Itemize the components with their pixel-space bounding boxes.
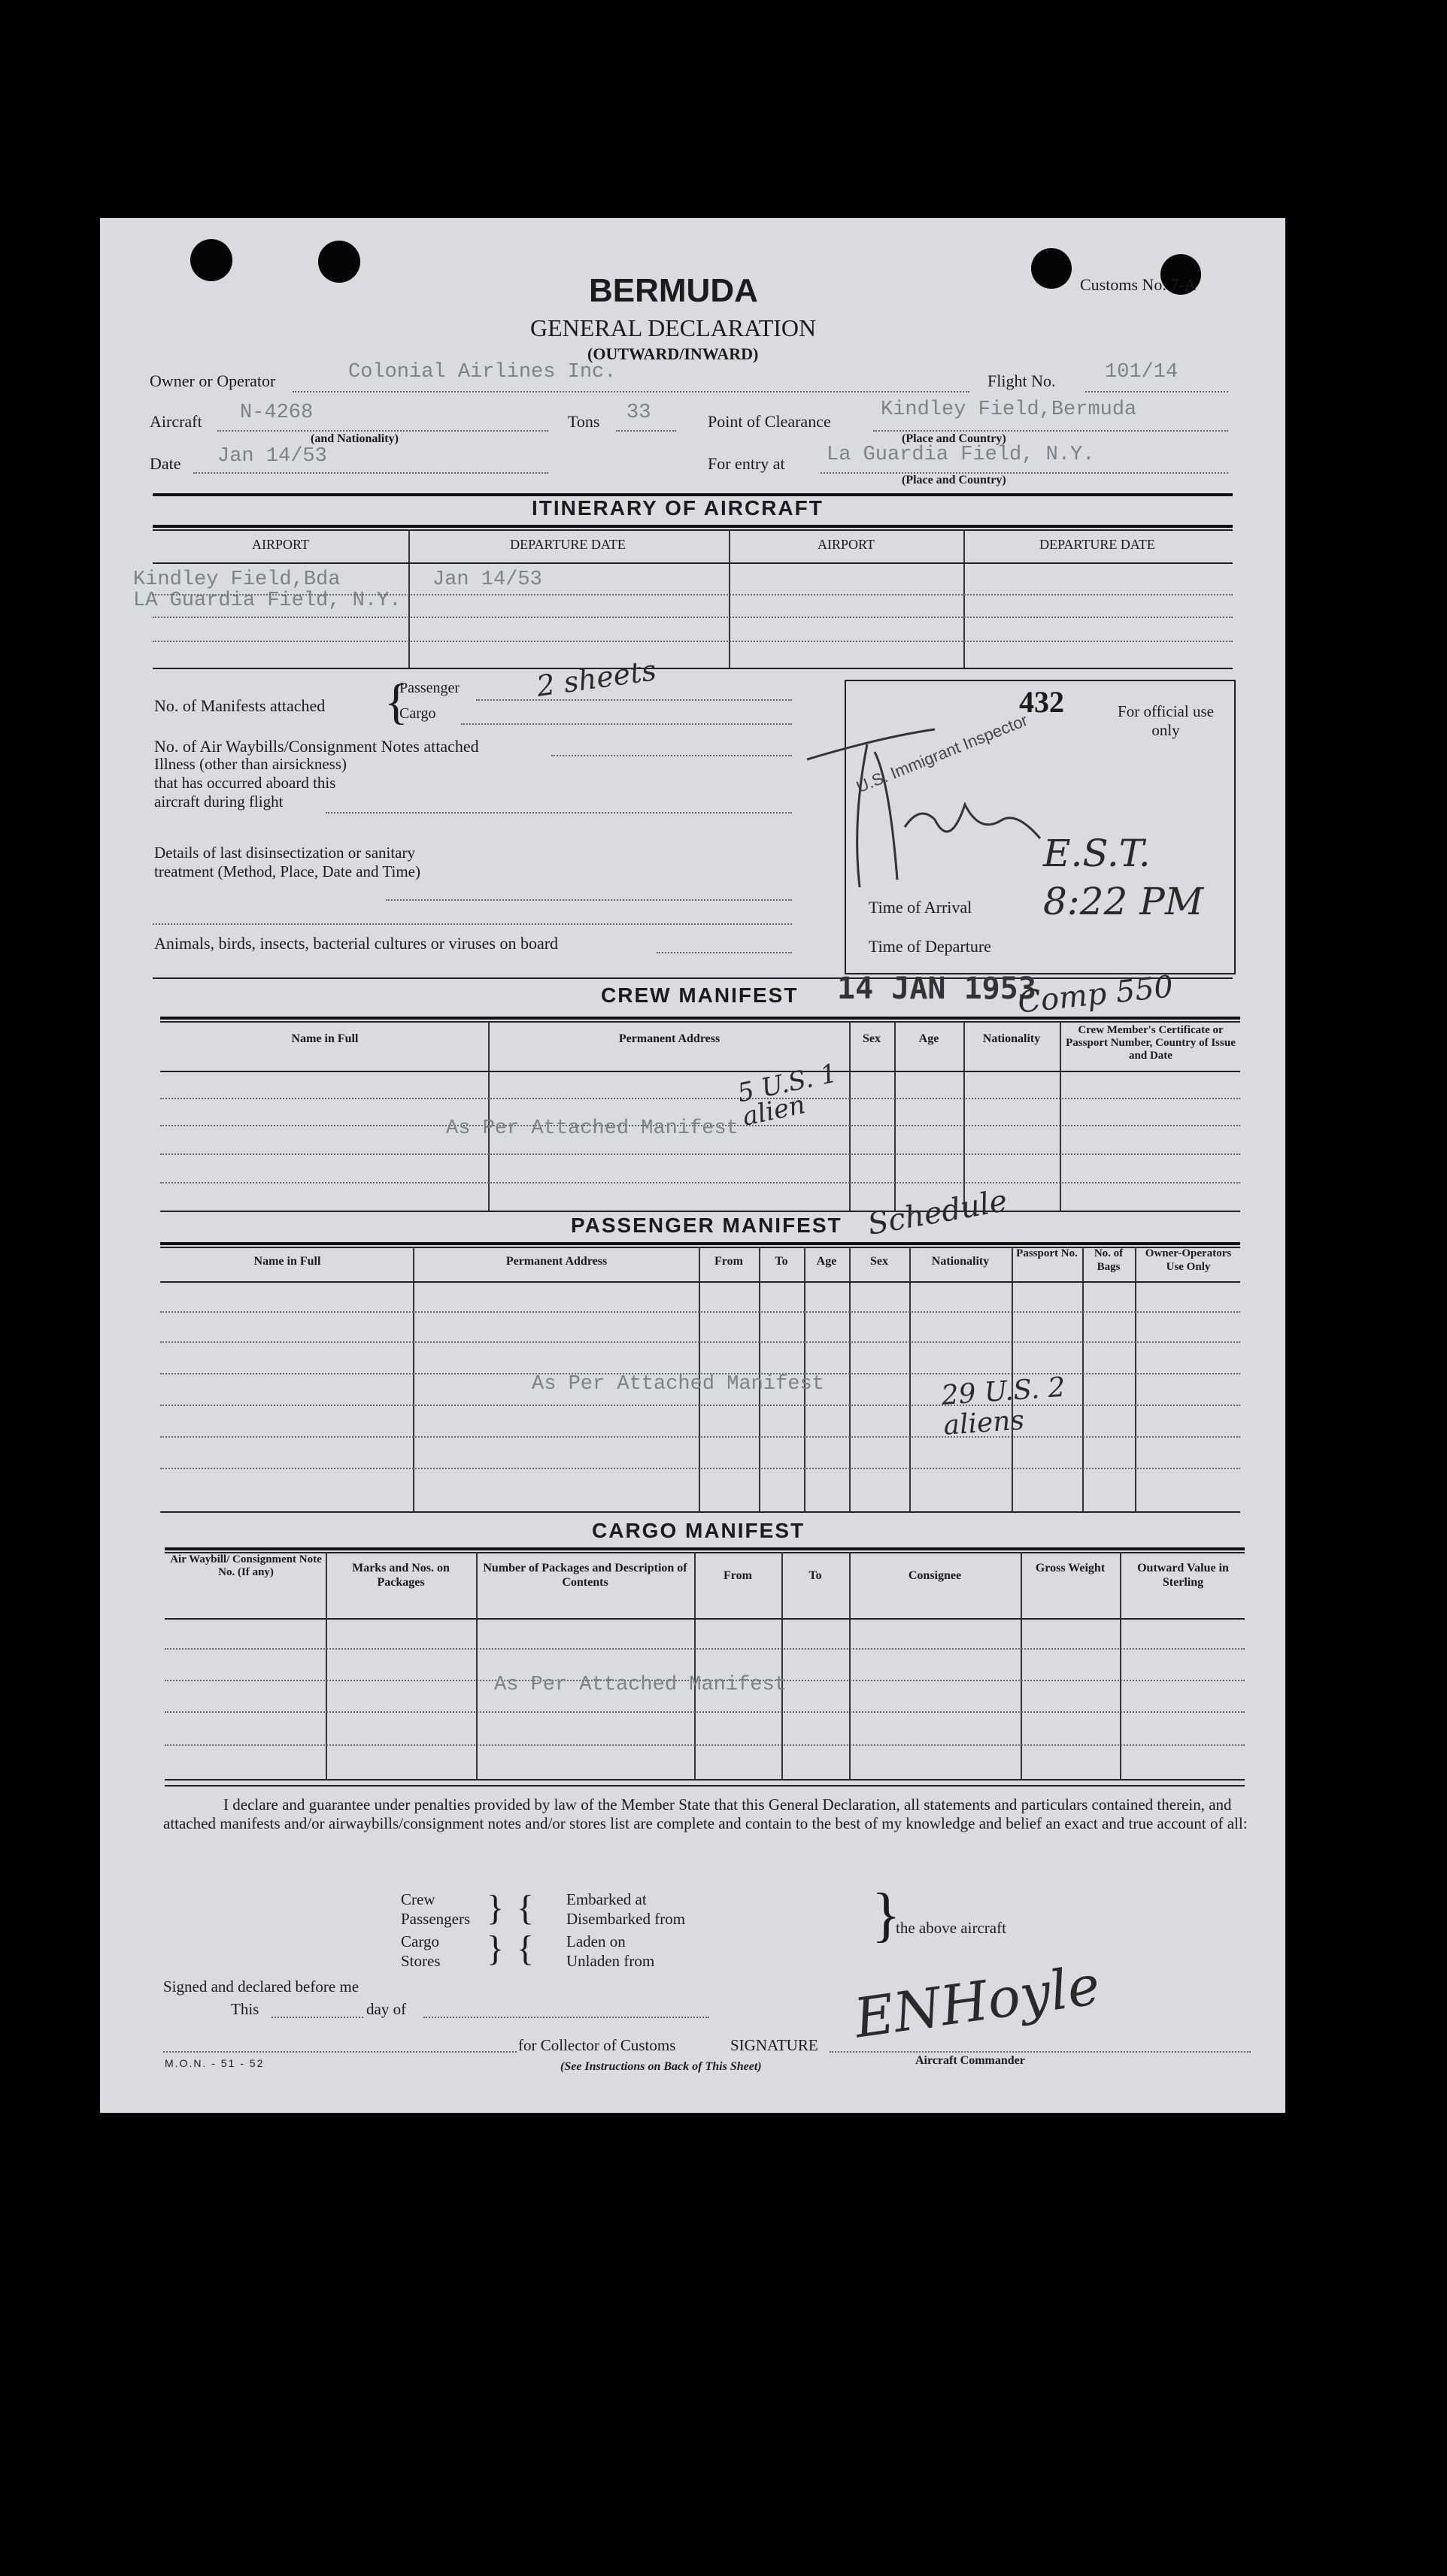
cargo-header-weight: Gross Weight [1035,1562,1106,1574]
rule [160,1017,1240,1020]
form-title: BERMUDA [589,272,758,309]
collector-line [163,2051,517,2053]
aircraft-line [217,430,548,432]
passenger-header-sex: Sex [870,1255,888,1268]
this-label: This [231,2000,259,2018]
info-line [153,923,792,925]
punch-hole [1031,248,1072,289]
passenger-note: As Per Attached Manifest [532,1373,824,1396]
row-rule [160,1468,1240,1469]
crew-header-age: Age [918,1032,939,1045]
rule [153,977,1233,979]
crew-note: As Per Attached Manifest [446,1117,739,1140]
passenger-header-passport: Passport No. [1016,1247,1078,1259]
rule [160,1211,1240,1212]
rule [153,668,1233,669]
day-line [272,2017,363,2018]
row-rule [165,1648,1245,1650]
row-rule [160,1341,1240,1343]
entry-value: La Guardia Field, N.Y. [827,444,1095,466]
instructions-note: (See Instructions on Back of This Sheet) [560,2060,762,2073]
owner-line [293,391,969,392]
flight-label: Flight No. [987,371,1056,390]
rule [153,562,1233,564]
official-use-label: For official use only [1118,702,1214,739]
entry-line [821,472,1228,474]
signature-line [830,2051,1251,2053]
tons-label: Tons [568,412,600,431]
declaration-laden: Laden on [566,1932,626,1950]
passenger-header-name: Name in Full [253,1255,321,1268]
clearance-line [873,430,1228,432]
col-rule [729,529,730,668]
col-rule [413,1247,414,1511]
manifests-handwritten: 2 sheets [534,653,659,703]
info-line [461,723,792,725]
row-rule [160,1098,1240,1099]
place-country-1: (Place and Country) [902,432,1006,445]
clearance-value: Kindley Field,Bermuda [881,399,1137,421]
commander-label: Aircraft Commander [915,2054,1025,2067]
passenger-title: PASSENGER MANIFEST [571,1214,842,1237]
entry-label: For entry at [708,454,785,473]
departure-label: Time of Departure [869,937,991,956]
crew-title: CREW MANIFEST [601,983,799,1007]
row-rule [165,1744,1245,1746]
brace: } [872,1882,901,1948]
cargo-note: As Per Attached Manifest [494,1674,787,1696]
row-rule [160,1436,1240,1438]
declaration-stores: Stores [401,1952,441,1970]
passenger-header-owner-use: Owner-Operators Use Only [1145,1247,1232,1273]
row-rule [165,1711,1245,1713]
itinerary-title: ITINERARY OF AIRCRAFT [532,496,824,520]
itinerary-header-departure-2: DEPARTURE DATE [1039,537,1155,552]
arrival-label: Time of Arrival [869,898,972,917]
month-line [423,2017,709,2018]
clearance-label: Point of Clearance [708,412,831,431]
rule [160,1511,1240,1513]
cargo-header-value: Outward Value in Sterling [1137,1562,1229,1589]
rule [160,1071,1240,1072]
declaration-cargo: Cargo [401,1932,439,1950]
punch-hole [318,241,360,283]
rule [165,1785,1245,1787]
crew-stamp-date: 14 JAN 1953 [837,971,1036,1006]
declaration-unladen: Unladen from [566,1952,655,1970]
inspector-stamp: U.S. Immigrant Inspector [854,710,1030,797]
day-of-label: day of [366,2000,407,2018]
passenger-handwritten-header: Schedule [865,1183,1010,1242]
form-direction: (OUTWARD/INWARD) [587,344,759,363]
passenger-header-nationality: Nationality [931,1255,990,1268]
aircraft-value: N-4268 [240,402,314,424]
signature-label: SIGNATURE [730,2036,818,2054]
rule [153,529,1233,531]
itinerary-header-departure-1: DEPARTURE DATE [510,537,626,552]
crew-header-sex: Sex [863,1032,881,1045]
passenger-handwritten-count: 29 U.S. 2 aliens [940,1371,1066,1441]
rule [165,1779,1245,1780]
date-value: Jan 14/53 [217,445,327,468]
passenger-label: Passenger [399,680,460,696]
cargo-header-to: To [808,1569,822,1582]
row-rule [153,641,1233,642]
signature-scribble [777,707,1168,947]
waybills-label: No. of Air Waybills/Consignment Notes attached [154,737,479,756]
owner-value: Colonial Airlines Inc. [348,361,617,383]
rule [160,1021,1240,1023]
row-rule [153,617,1233,618]
punch-hole [190,239,232,281]
date-label: Date [150,454,181,473]
rule [160,1281,1240,1283]
form-number: Customs No. 7-A [1080,275,1197,294]
declaration-above-aircraft: the above aircraft [896,1919,1006,1937]
col-rule [1135,1247,1136,1511]
time-zone: E.S.T. [1043,832,1151,875]
row-rule [160,1182,1240,1183]
col-rule [963,529,965,668]
cargo-header-consignee: Consignee [908,1569,962,1582]
form-code: M.O.N. - 51 - 52 [165,2057,265,2069]
cargo-header-packages: Number of Packages and Description of Contents [483,1562,687,1589]
brace: } [487,1929,505,1968]
manifests-label: No. of Manifests attached [154,696,326,715]
date-line [193,472,548,474]
cargo-title: CARGO MANIFEST [592,1519,805,1542]
rule [165,1547,1245,1550]
col-rule [408,529,410,668]
itinerary-airport-2: LA Guardia Field, N.Y. [133,589,402,612]
itinerary-header-airport-1: AIRPORT [252,537,309,552]
animals-label: Animals, birds, insects, bacterial cultures or viruses on board [154,934,559,953]
row-rule [153,594,1233,596]
info-line [386,899,792,901]
crew-header-nationality: Nationality [982,1032,1041,1045]
passenger-header-bags: No. of Bags [1094,1247,1124,1273]
declaration-passengers: Passengers [401,1910,471,1928]
brace: { [517,1888,535,1928]
cargo-label: Cargo [399,705,436,722]
crew-header-certificate: Crew Member's Certificate or Passport Number, Country of Issue and Date [1066,1024,1236,1062]
aircraft-note: (and Nationality) [311,432,399,445]
cargo-header-waybill: Air Waybill/ Consignment Note No. (If any) [170,1553,322,1578]
cargo-header-marks: Marks and Nos. on Packages [352,1562,450,1589]
rule [160,1242,1240,1245]
passenger-header-age: Age [816,1255,837,1268]
declaration-disembarked: Disembarked from [566,1910,686,1928]
declaration-sheet [100,218,1285,2113]
illness-label: Illness (other than airsickness) that has occurred aboard this aircraft during flight [154,755,347,811]
itinerary-departure-1: Jan 14/53 [432,568,542,591]
crew-handwritten-note: Comp 550 [1016,969,1175,1020]
info-line [657,952,792,953]
flight-value: 101/14 [1105,361,1179,383]
itinerary-header-airport-2: AIRPORT [818,537,875,552]
row-rule [160,1311,1240,1313]
passenger-header-to: To [775,1255,788,1268]
passenger-header-from: From [714,1255,743,1268]
crew-header-address: Permanent Address [618,1032,720,1045]
rule [165,1618,1245,1620]
official-number: 432 [1019,685,1064,719]
commander-signature: ENHoyle [850,1953,1104,2050]
declaration-text: I declare and guarantee under penalties provided by law of the Member State that this General Declaration, all statements and particulars contained therein, and attached manifests and/or airwaybills/consignment notes and/or stores list are complete and contain to the best of my knowledge and belief an exact and true account of all: [163,1796,1248,1832]
rule [153,525,1233,528]
itinerary-airport-1: Kindley Field,Bda [133,568,341,591]
arrival-value: 8:22 PM [1043,880,1204,923]
aircraft-label: Aircraft [150,412,202,431]
collector-label: for Collector of Customs [518,2036,676,2054]
info-line [551,755,792,756]
flight-line [1085,391,1228,392]
manifests-brace: { [384,674,408,729]
info-line [326,812,792,814]
signed-before: Signed and declared before me [163,1977,359,1996]
declaration-crew: Crew [401,1890,435,1908]
brace: } [487,1888,505,1928]
brace: { [517,1929,535,1968]
col-rule [909,1247,911,1511]
owner-label: Owner or Operator [150,371,276,390]
info-line [476,699,792,701]
form-subtitle: GENERAL DECLARATION [530,314,817,341]
tons-value: 33 [626,402,651,424]
tons-line [616,430,676,432]
cargo-header-from: From [724,1569,752,1582]
place-country-2: (Place and Country) [902,474,1006,486]
crew-header-name: Name in Full [291,1032,359,1045]
crew-handwritten-count: 5 U.S. 1 alien [735,1058,840,1132]
passenger-header-address: Permanent Address [505,1255,608,1268]
disinsect-label: Details of last disinsectization or sanitary treatment (Method, Place, Date and Time) [154,844,420,880]
row-rule [160,1153,1240,1155]
col-rule [849,1247,851,1511]
declaration-embarked: Embarked at [566,1890,647,1908]
